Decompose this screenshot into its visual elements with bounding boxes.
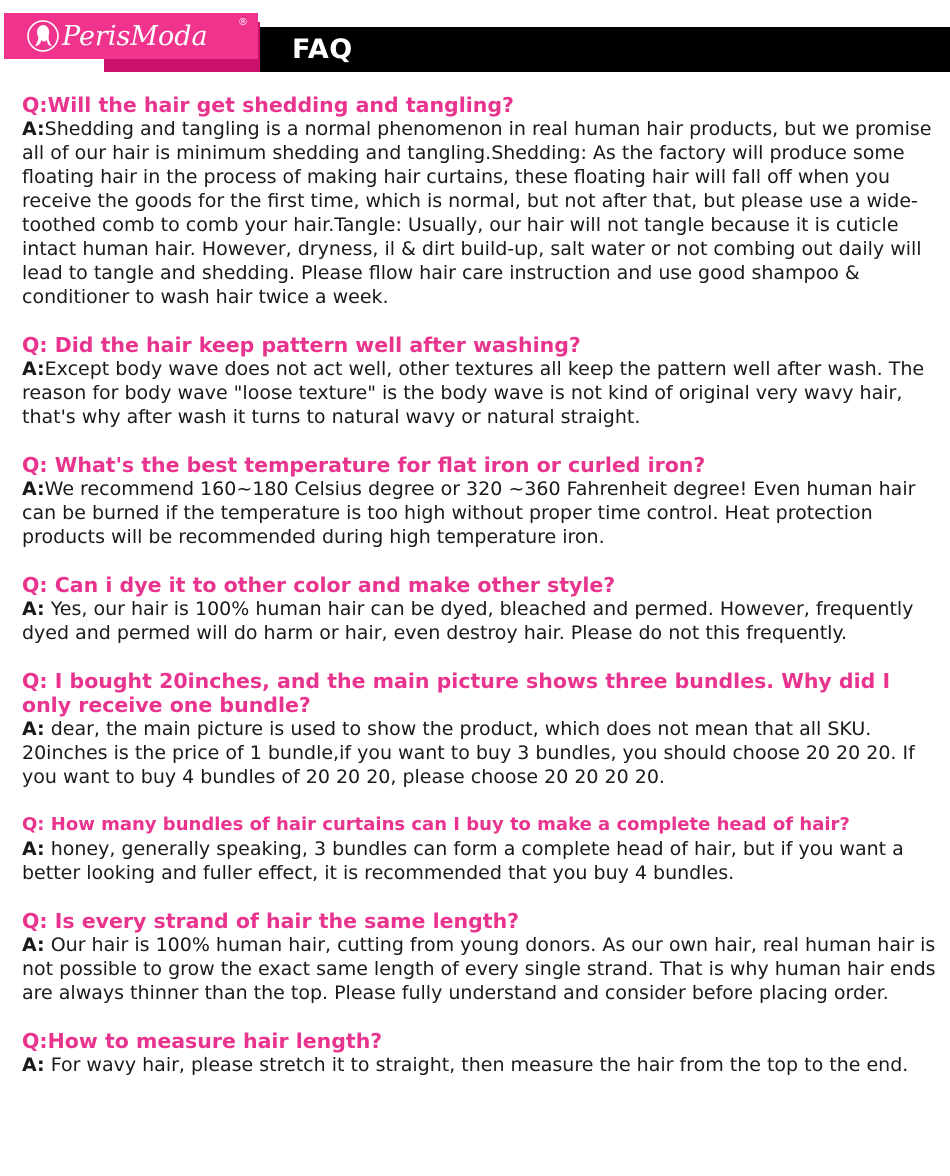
answer-text: Our hair is 100% human hair, cutting from young donors. As our own hair, real human hair is not possible to grow the exact same length of every single strand. That is why human hair ends are always thinner than the top. Please fully understand and consider before placing order. [22, 934, 936, 1004]
faq-question: Q: Did the hair keep pattern well after washing? [22, 333, 581, 357]
woman-silhouette-icon [26, 19, 60, 53]
answer-text: For wavy hair, please stretch it to straight, then measure the hair from the top to the end. [44, 1054, 909, 1076]
answer-text: Except body wave does not act well, other textures all keep the pattern well after wash. The reason for body wave "loose texture" is the body wave is not kind of original very wavy hair, that's why after wash it turns to natural wavy or natural straight. [22, 358, 925, 428]
faq-question: Q: Is every strand of hair the same length? [22, 909, 520, 933]
faq-item [22, 93, 946, 309]
answer-label: A: [22, 358, 45, 380]
faq-item [22, 1029, 946, 1077]
answer-text: Shedding and tangling is a normal phenomenon in real human hair products, but we promise all of our hair is minimum shedding and tangling.Shedding: As the factory will produce some floating hair in the process of making hair curtains, these floating hair will fall off when you receive the goods for the first time, which is normal, but not after that, but please use a wide-toothed comb to comb your hair.Tangle: Usually, our hair will not tangle because it is cuticle intact human hair. However, dryness, il & dirt build-up, salt water or not combing out daily will lead to tangle and shedding. Please fllow hair care instruction and use good shampoo & conditioner to wash hair twice a week. [22, 118, 932, 308]
faq-answer [22, 597, 946, 645]
answer-label: A: [22, 478, 45, 500]
header-bar [170, 27, 950, 72]
faq-answer [22, 1053, 946, 1077]
faq-question: Q: I bought 20inches, and the main picture shows three bundles. Why did I only receive one bundle? [22, 669, 891, 717]
faq-question: Q:How to measure hair length? [22, 1029, 383, 1053]
faq-list [22, 93, 946, 1101]
faq-answer [22, 117, 946, 309]
faq-answer [22, 357, 946, 429]
faq-item [22, 453, 946, 549]
faq-question: Q:Will the hair get shedding and tangling? [22, 93, 514, 117]
faq-item [22, 669, 946, 789]
faq-question: Q: Can i dye it to other color and make other style? [22, 573, 616, 597]
answer-label: A: [22, 934, 45, 956]
faq-answer [22, 837, 946, 885]
faq-item [22, 573, 946, 645]
faq-question: Q: What's the best temperature for flat iron or curled iron? [22, 453, 706, 477]
answer-label: A: [22, 1054, 45, 1076]
answer-text: We recommend 160~180 Celsius degree or 320 ~360 Fahrenheit degree! Even human hair can be burned if the temperature is too high without proper time control. Heat protection products will be recommended during high temperature iron. [22, 478, 916, 548]
faq-answer [22, 477, 946, 549]
answer-label: A: [22, 598, 45, 620]
faq-item [22, 909, 946, 1005]
answer-label: A: [22, 838, 45, 860]
page-title: FAQ [292, 34, 353, 65]
registered-mark: ® [238, 17, 248, 28]
faq-question: Q: How many bundles of hair curtains can I buy to make a complete head of hair? [22, 814, 850, 835]
faq-item [22, 333, 946, 429]
answer-text: honey, generally speaking, 3 bundles can form a complete head of hair, but if you want a better looking and fuller effect, it is recommended that you buy 4 bundles. [22, 838, 904, 884]
answer-text: Yes, our hair is 100% human hair can be dyed, bleached and permed. However, frequently dyed and permed will do harm or hair, even destroy hair. Please do not this frequently. [22, 598, 914, 644]
faq-answer [22, 933, 946, 1005]
answer-text: dear, the main picture is used to show the product, which does not mean that all SKU. 20inches is the price of 1 bundle,if you want to buy 3 bundles, you should choose 20 20 20. If you want to buy 4 bundles of 20 20 20, please choose 20 20 20 20. [22, 718, 915, 788]
faq-answer [22, 717, 946, 789]
answer-label: A: [22, 718, 45, 740]
brand-name: PerisModa [62, 21, 208, 52]
brand-logo [4, 13, 258, 59]
page-header [0, 0, 950, 80]
faq-item [22, 813, 946, 885]
answer-label: A: [22, 118, 45, 140]
